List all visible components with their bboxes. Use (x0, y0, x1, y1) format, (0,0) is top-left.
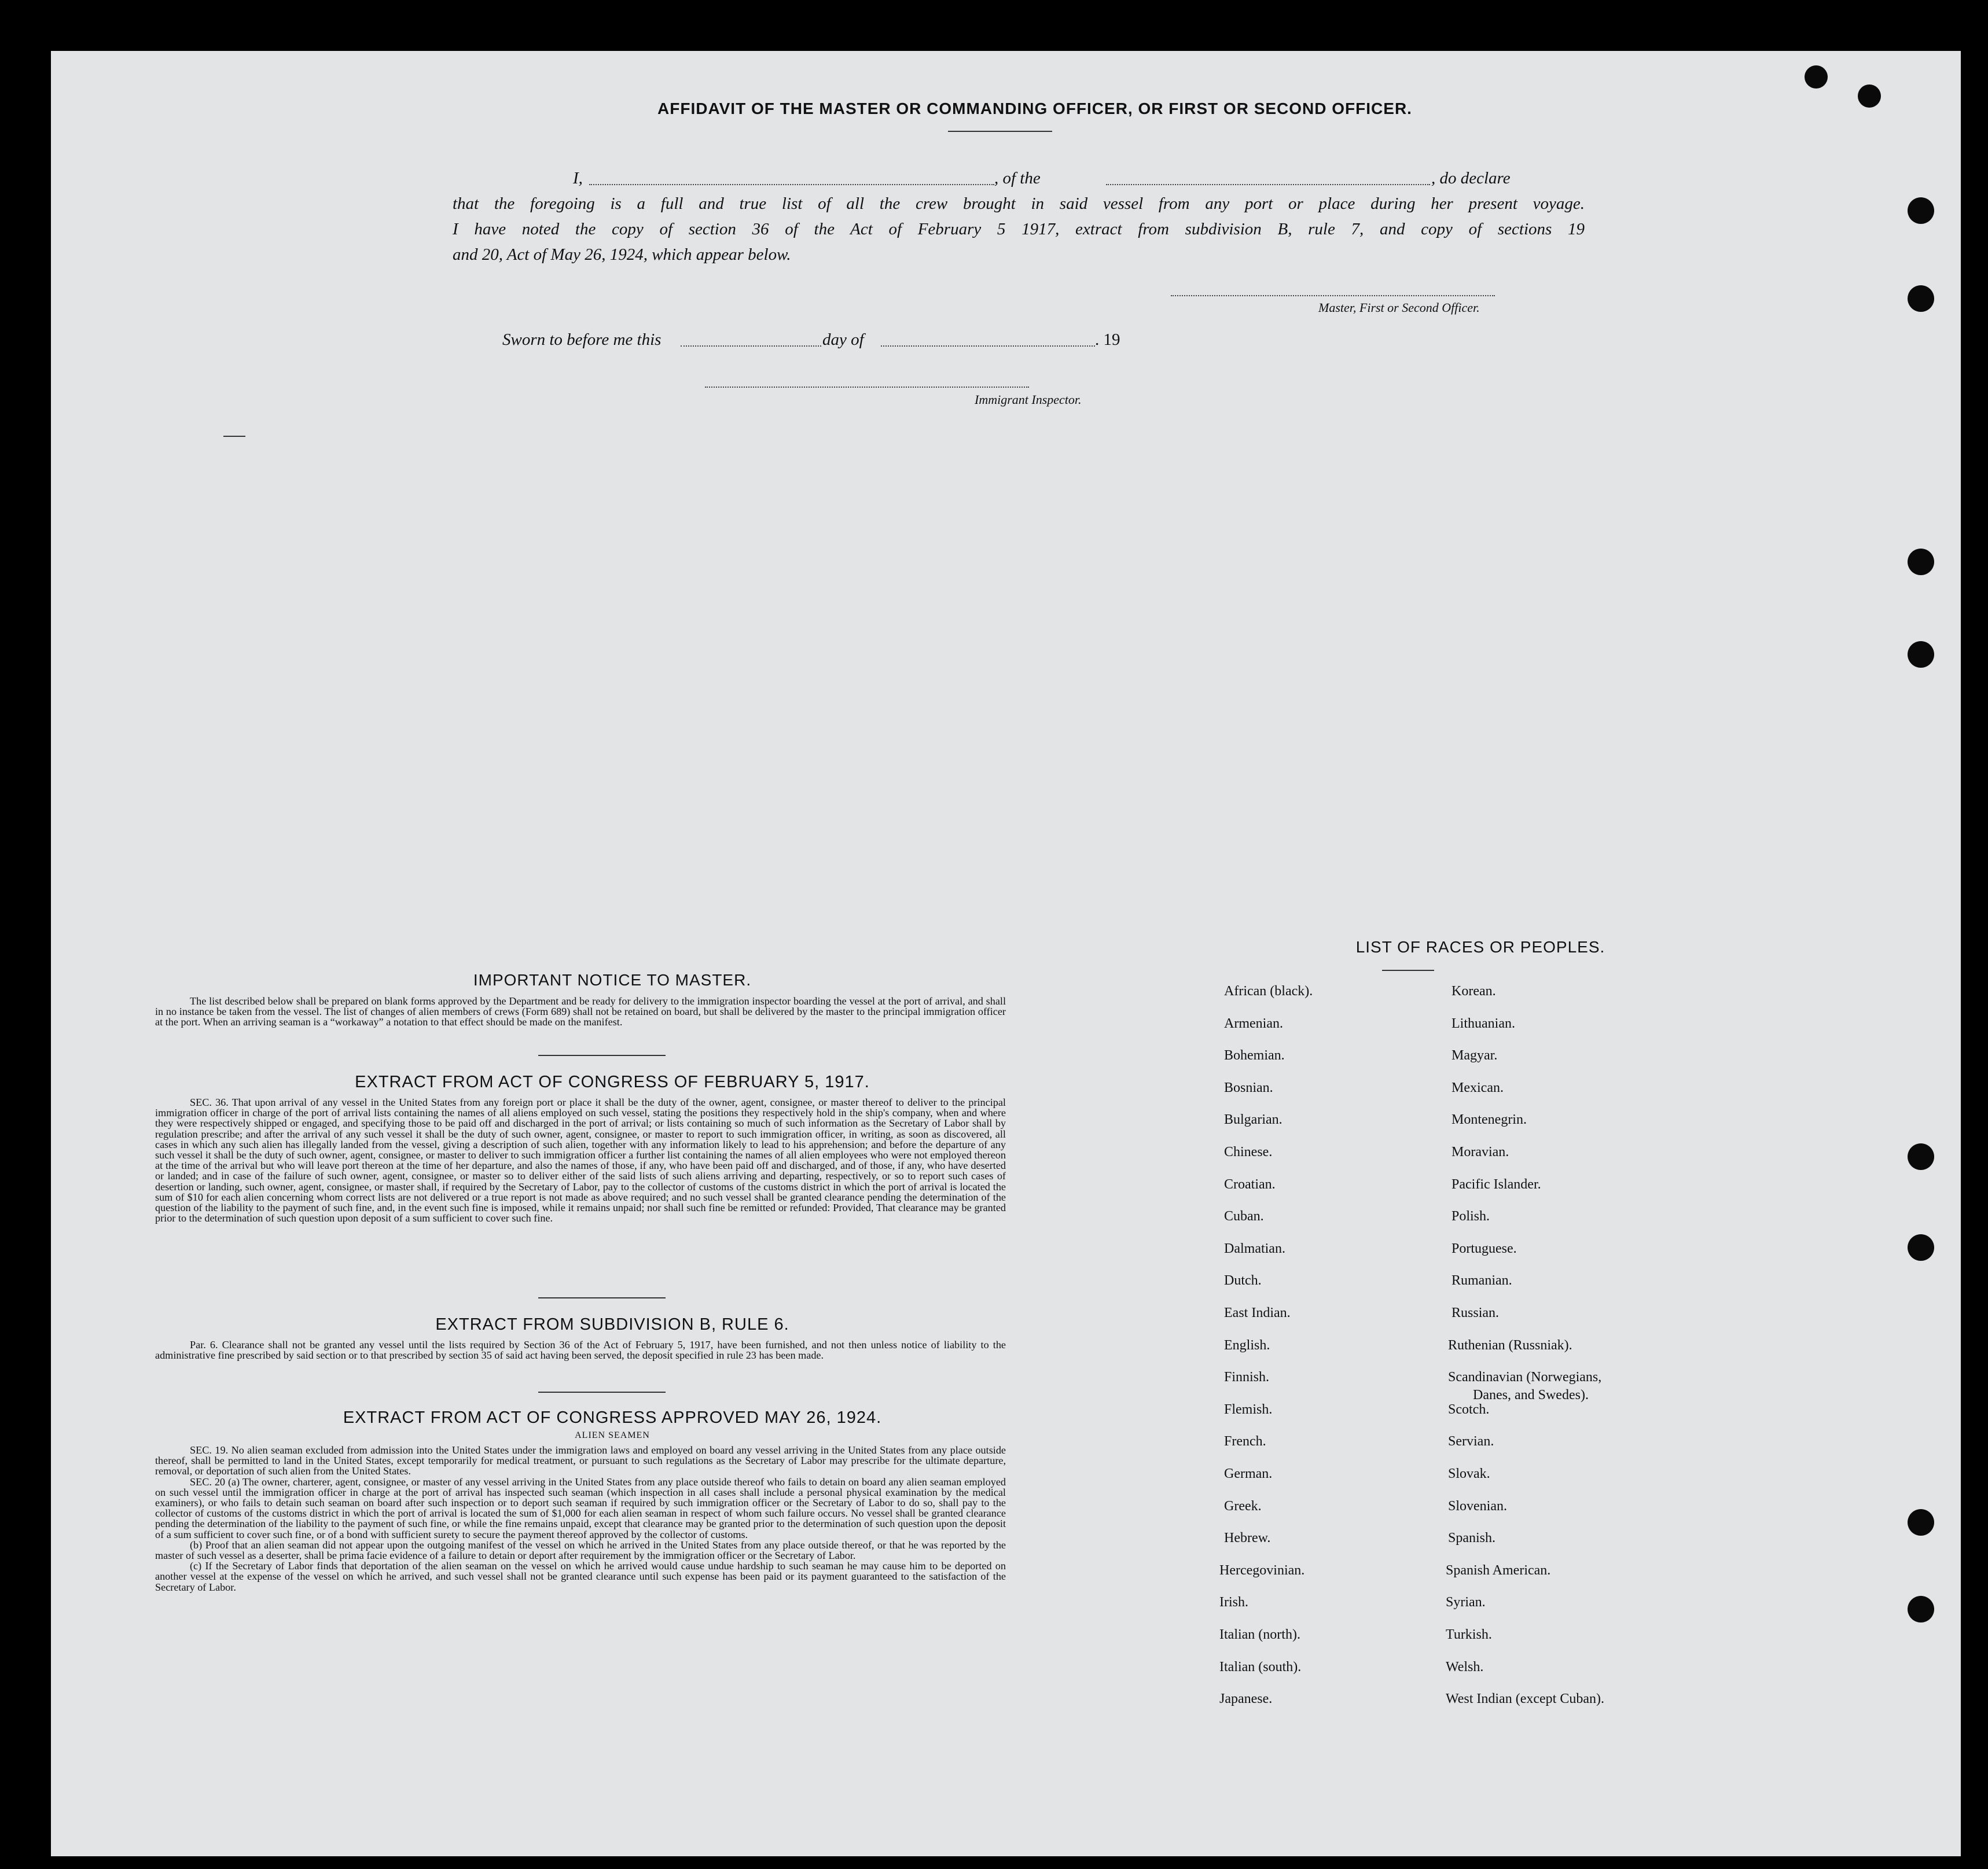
name-blank (589, 183, 994, 185)
race-item: Flemish. (1224, 1401, 1273, 1417)
race-item: Japanese. (1219, 1691, 1273, 1707)
alien-seamen-subtitle: ALIEN SEAMEN (575, 1430, 650, 1440)
day-of-label: day of (822, 330, 864, 349)
race-item: French. (1224, 1434, 1266, 1449)
race-scandinavian-continuation: Danes, and Swedes). (1473, 1388, 1589, 1403)
punch-hole (1908, 549, 1934, 575)
sworn-prefix: Sworn to before me this (502, 330, 662, 349)
par-6-paragraph: Par. 6. Clearance shall not be granted any vessel until the lists required by Section 36 of the Act of February 5, 1917, have been furnished, and not then unless notice of liability to the administrative fine prescribed by said section or to that prescribed by section 35 of said act having been served, the deposit specified in rule 23 has been made. (155, 1339, 1006, 1362)
race-item: Welsh. (1446, 1659, 1484, 1675)
punch-hole (1805, 65, 1828, 89)
of-the-label: , of the (994, 169, 1041, 187)
race-item: Russian. (1452, 1305, 1500, 1320)
declaration-line (526, 169, 1585, 192)
punch-hole (1908, 285, 1934, 312)
sec-36-paragraph: SEC. 36. That upon arrival of any vessel in the United States from any foreign port or place it shall be the duty of the owner, agent, consignee, or master thereof to deliver to the principal immigration officer in charge of the port of arrival lists containing the names of all aliens employed on such vessel, stating the positions they respectively hold in the ship's company, when and where they were respectively shipped or engaged, and specifying those to be paid off and discharged in the port of arrival; or lists containing so much of such information as the Secretary of Labor shall by regulation prescribe; and after the arrival of any such vessel it shall be the duty of such owner, agent, consignee, or master to report to such immigration officer, in writing, as soon as discovered, all cases in which any such alien has illegally landed from the vessel, giving a description of such alien, together with any information likely to lead to his apprehension; and before the departure of any such vessel it shall be the duty of such owner, agent, consignee, or master to deliver to such immigration officer a further list containing the names of all alien employees who were not employed thereon at the time of the arrival but who will leave port thereon at the time of her departure, and also the names of those, if any, who have been paid off and discharged, and of those, if any, who have deserted or landed; and in case of the failure of such owner, agent, consignee, or master so to deliver either of the said lists of such aliens arriving and departing, respectively, or so to report such cases of desertion or landing, such owner, agent, consignee, or master shall, if required by the Secretary of Labor, pay to the collector of customs of the customs district in which the port of arrival is located the sum of $10 for each alien concerning whom correct lists are not delivered or a true report is not made as above required; and no such vessel shall be granted clearance pending the determination of the question of the liability to the payment of such fine, and, in the event such fine is imposed, while it remains unpaid; nor shall such fine be remitted or refunded: Provided, That clearance may be granted prior to the determination of such question upon deposit of a sum sufficient to cover such fine. (155, 1097, 1006, 1224)
sec-19-paragraph: SEC. 19. No alien seaman excluded from admission into the United States under the immigration laws and employed on board any vessel arriving in the United States from any place outside thereof, shall be permitted to land in the United States, except temporarily for medical treatment, or pursuant to such regulations as the Secretary of Labor may prescribe for the ultimate departure, removal, or deportation of such alien from the United States. (155, 1444, 1006, 1477)
sec-20b-paragraph: (b) Proof that an alien seaman did not appear upon the outgoing manifest of the vessel on which he arrived in the United States from any place outside thereof, or that he was reported by the master of such vessel as a deserter, shall be prima facie evidence of a failure to detain or deport after requirement by the immigration officer or the Secretary of Labor. (155, 1539, 1006, 1562)
inspector-caption: Immigrant Inspector. (975, 392, 1082, 407)
race-item: Dutch. (1224, 1273, 1262, 1289)
race-item: Portuguese. (1452, 1241, 1517, 1256)
race-item: Spanish American. (1446, 1562, 1551, 1578)
notice-paragraph: The list described below shall be prepared on blank forms approved by the Department and be ready for delivery to the immigration inspector boarding the vessel at the port of arrival, and shall in no instance be taken from the vessel. The list of changes of alien members of crews (Form 689) shall not be retained on board, but shall be delivered by the master to the principal immigration officer at the port. When an arriving seaman is a “workaway” a notation to that effect should be made on the manifest. (155, 995, 1006, 1028)
races-title: LIST OF RACES OR PEOPLES. (1355, 938, 1605, 956)
race-item: Italian (south). (1219, 1659, 1302, 1675)
punch-hole (1908, 1509, 1934, 1536)
race-item: West Indian (except Cuban). (1446, 1691, 1604, 1707)
race-item: Montenegrin. (1452, 1112, 1527, 1128)
punch-hole (1908, 1596, 1934, 1623)
race-item: Dalmatian. (1224, 1241, 1285, 1256)
rule6-text (155, 1340, 1006, 1360)
rule6-title: EXTRACT FROM SUBDIVISION B, RULE 6. (435, 1315, 789, 1334)
declaration-text-3: and 20, Act of May 26, 1924, which appear below. (453, 245, 791, 264)
document-page (51, 51, 1961, 1856)
punch-hole (1908, 197, 1934, 224)
punch-hole (1908, 641, 1934, 668)
race-item: Bohemian. (1224, 1048, 1285, 1064)
sworn-month-blank (881, 344, 1095, 347)
race-item: Bulgarian. (1224, 1112, 1283, 1128)
race-item: Servian. (1448, 1434, 1494, 1449)
race-item: Korean. (1452, 984, 1496, 999)
race-item: Ruthenian (Russniak). (1448, 1337, 1572, 1353)
margin-tick (223, 436, 245, 437)
extract-1917-text (155, 1097, 1006, 1223)
title-underline (948, 131, 1052, 132)
race-item: Finnish. (1224, 1370, 1270, 1385)
race-item: German. (1224, 1466, 1273, 1481)
race-item: Armenian. (1224, 1016, 1283, 1031)
vessel-blank (1106, 183, 1430, 185)
declaration-text-1: that the foregoing is a full and true list of all the crew brought in said vessel from any port or place during her present voyage. (453, 194, 1585, 213)
extract-1924-title: EXTRACT FROM ACT OF CONGRESS APPROVED MAY 26, 1924. (343, 1408, 882, 1427)
race-item: Moravian. (1452, 1145, 1509, 1160)
rule6-divider (538, 1392, 666, 1393)
race-item: Pacific Islander. (1452, 1176, 1541, 1192)
declaration-text-2: I have noted the copy of section 36 of the Act of February 5 1917, extract from subdivision B, rule 7, and copy of sections 19 (453, 220, 1585, 238)
race-item: Irish. (1219, 1595, 1248, 1610)
inspector-signature-line (705, 385, 1029, 388)
race-item: East Indian. (1224, 1305, 1291, 1320)
race-item: Polish. (1452, 1209, 1490, 1224)
master-signature-caption: Master, First or Second Officer. (1318, 300, 1480, 315)
race-item: Hebrew. (1224, 1530, 1271, 1546)
race-item: Spanish. (1448, 1530, 1496, 1546)
race-item: Cuban. (1224, 1209, 1264, 1224)
race-item: Italian (north). (1219, 1627, 1300, 1642)
race-item: Magyar. (1452, 1048, 1498, 1064)
notice-title: IMPORTANT NOTICE TO MASTER. (473, 971, 752, 989)
year-label: . 19 (1095, 330, 1120, 349)
race-item: Scandinavian (Norwegians, (1448, 1370, 1602, 1385)
extract-1924-text (155, 1445, 1006, 1592)
master-signature-line (1171, 294, 1495, 296)
notice-divider (538, 1055, 666, 1056)
sworn-line (502, 330, 1197, 354)
race-item: Turkish. (1446, 1627, 1492, 1642)
race-item: English. (1224, 1337, 1270, 1353)
extract-1917-divider (538, 1297, 666, 1298)
notice-text (155, 996, 1006, 1028)
i-label: I, (573, 169, 583, 187)
race-item: Syrian. (1446, 1595, 1486, 1610)
race-item: Hercegovinian. (1219, 1562, 1305, 1578)
sworn-day-blank (681, 344, 821, 347)
punch-hole (1908, 1234, 1934, 1261)
race-item: Rumanian. (1452, 1273, 1512, 1289)
race-item: Chinese. (1224, 1145, 1273, 1160)
race-item: Croatian. (1224, 1176, 1276, 1192)
declare-label: , do declare (1431, 169, 1511, 187)
race-item: Scotch. (1448, 1401, 1490, 1417)
race-item: Bosnian. (1224, 1080, 1273, 1095)
race-item: Slovak. (1448, 1466, 1490, 1481)
race-item: African (black). (1224, 984, 1313, 999)
extract-1917-title: EXTRACT FROM ACT OF CONGRESS OF FEBRUARY 5, 1917. (355, 1073, 870, 1091)
sec-20c-paragraph: (c) If the Secretary of Labor finds that deportation of the alien seaman on the vessel on which he arrived would cause undue hardship to such seaman he may cause him to be deported on another vessel at the expense of the vessel on which he arrived, and such vessel shall not be granted clearance until such expense has been paid or its payment guaranteed to the satisfaction of the Secretary of Labor. (155, 1560, 1006, 1593)
punch-hole (1858, 84, 1881, 108)
race-item: Greek. (1224, 1498, 1262, 1514)
affidavit-title: AFFIDAVIT OF THE MASTER OR COMMANDING OFFICER, OR FIRST OR SECOND OFFICER. (657, 100, 1412, 117)
punch-hole (1908, 1143, 1934, 1170)
race-item: Slovenian. (1448, 1498, 1507, 1514)
race-item: Lithuanian. (1452, 1016, 1515, 1031)
races-divider (1382, 970, 1434, 971)
sec-20a-paragraph: SEC. 20 (a) The owner, charterer, agent, consignee, or master of any vessel arriving in the United States from any place outside thereof who fails to detain on board any alien seaman employed on such vessel until the immigration officer in charge at the port of arrival has inspected such seaman (which inspection in all cases shall include a personal physical examination by the medical examiners), or who fails to detain such seaman on board after such inspection or to deport such seaman if required by such immigration officer or the Secretary of Labor to do so, shall pay to the collector of customs of the customs district in which the port of arrival is located the sum of $1,000 for each alien seaman in respect of whom such failure occurs. No vessel shall be granted clearance pending the determination of the liability to the payment of such fine, or while the fine remains unpaid, except that clearance may be granted prior to the determination of such question upon the deposit of a sum sufficient to cover such fine, or of a bond with sufficient surety to secure the payment thereof approved by the collector of customs. (155, 1476, 1006, 1540)
race-item: Mexican. (1452, 1080, 1504, 1095)
